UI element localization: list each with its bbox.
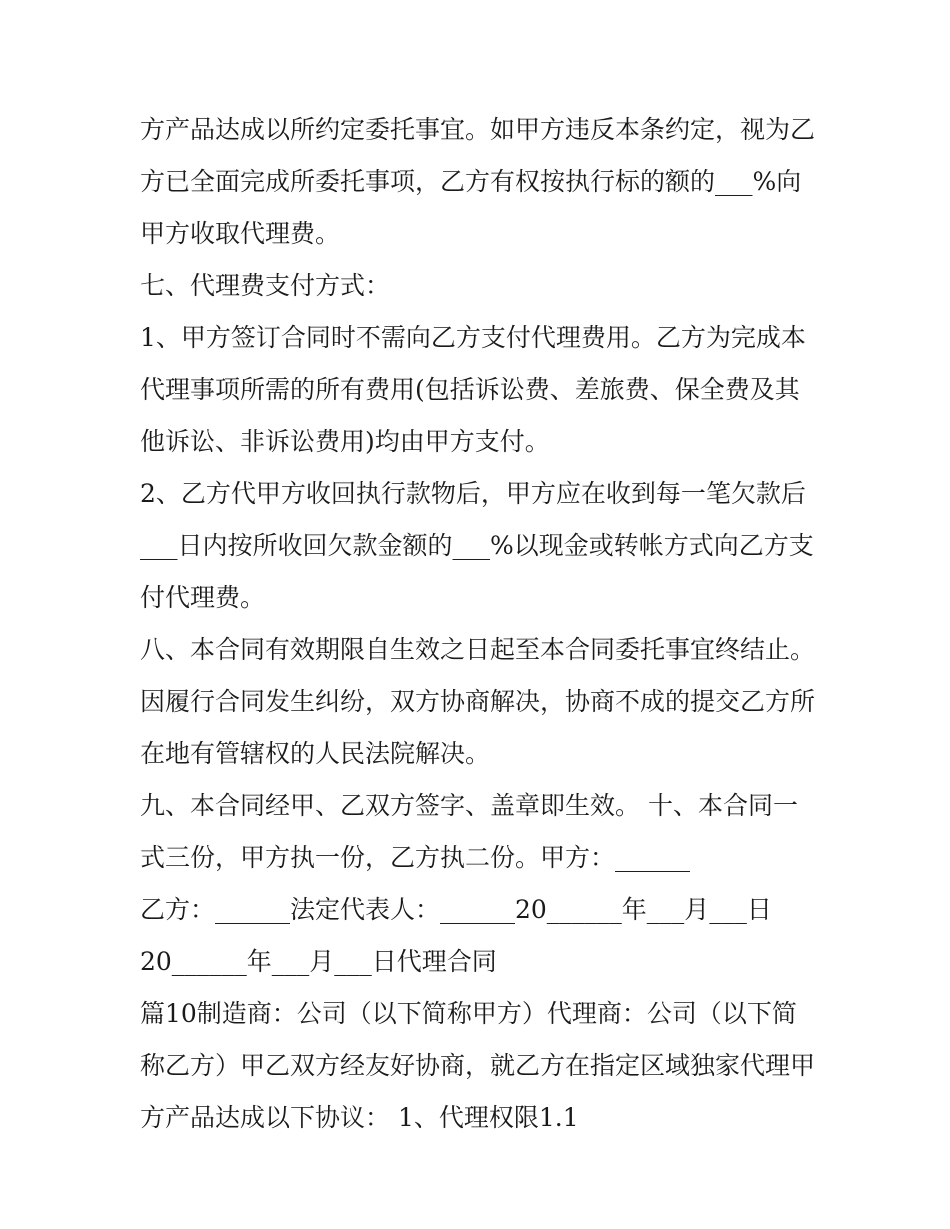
text-line: 代理事项所需的所有费用(包括诉讼费、差旅费、保全费及其 (140, 375, 800, 404)
text-line: 方产品达成以所约定委托事宜。如甲方违反本条约定，视为乙 (140, 115, 816, 144)
text-line: 篇10制造商：公司（以下简称甲方）代理商：公司（以下简 (140, 999, 797, 1028)
contract-body-text (140, 104, 830, 1144)
text-line: 甲方收取代理费。 (140, 219, 341, 248)
text-line: 他诉讼、非诉讼费用)均由甲方支付。 (140, 427, 550, 456)
date-line: 20______年___月___日代理合同 (140, 947, 497, 976)
section-heading-payment: 七、代理费支付方式： (140, 271, 391, 300)
text-line: 方产品达成以下协议： 1、代理权限1.1 (140, 1103, 579, 1132)
text-line: 1、甲方签订合同时不需向乙方支付代理费用。乙方为完成本 (140, 323, 806, 352)
text-line: 在地有管辖权的人民法院解决。 (140, 739, 491, 768)
text-line: 八、本合同有效期限自生效之日起至本合同委托事宜终结止。 (140, 635, 816, 664)
text-line: 称乙方）甲乙双方经友好协商，就乙方在指定区域独家代理甲 (140, 1051, 816, 1080)
text-line: ___日内按所收回欠款金额的___%以现金或转帐方式向乙方支 (140, 531, 814, 560)
text-line: 式三份，甲方执一份，乙方执二份。甲方：______ (140, 843, 691, 872)
text-line: 付代理费。 (140, 583, 266, 612)
text-line: 方已全面完成所委托事项，乙方有权按执行标的额的___%向 (140, 167, 802, 196)
text-line: 因履行合同发生纠纷，双方协商解决，协商不成的提交乙方所 (140, 687, 816, 716)
text-line: 2、乙方代甲方收回执行款物后，甲方应在收到每一笔欠款后 (140, 479, 806, 508)
signature-line: 乙方：______法定代表人：______20______年___月___日 (140, 895, 772, 924)
text-line: 九、本合同经甲、乙双方签字、盖章即生效。 十、本合同一 (140, 791, 798, 820)
